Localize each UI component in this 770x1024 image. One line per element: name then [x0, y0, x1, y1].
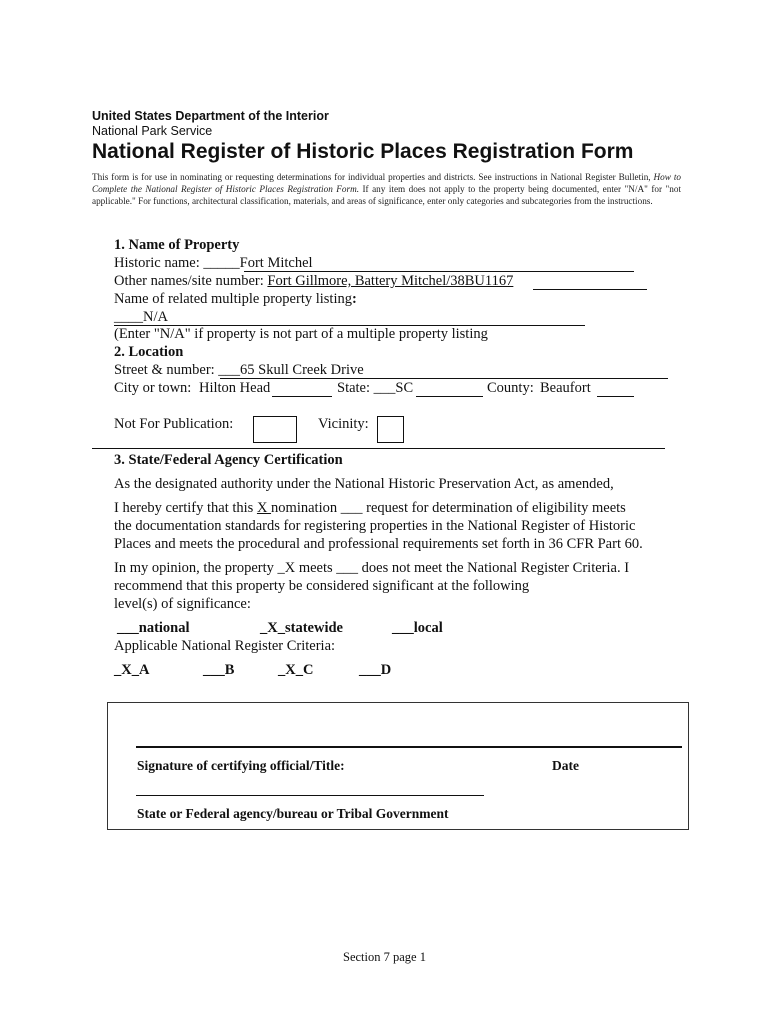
certify-text-a: I hereby certify that this: [114, 500, 257, 516]
level-statewide-mark: _X_: [260, 620, 285, 636]
county-label: County:: [487, 380, 534, 396]
instructions-text-1: This form is for use in nominating or requesting determinations for individual properties and districts. See instructions in National Register Bulletin,: [92, 172, 651, 182]
related-listing-colon: :: [351, 291, 357, 307]
date-label: Date: [552, 758, 579, 773]
criteria-a-label: A: [138, 662, 150, 678]
state-underline: [416, 396, 483, 397]
related-listing-note: (Enter "N/A" if property is not part of a multiple property listing: [114, 326, 488, 342]
historic-name-row: [114, 255, 313, 272]
section-2-heading: 2. Location: [114, 344, 184, 360]
criteria-c-label: C: [302, 662, 314, 678]
opinion-line-1: In my opinion, the property _X meets ___ does not meet the National Register Criteria. I: [114, 560, 630, 576]
related-listing-value-row: [114, 309, 168, 326]
city-underline: [272, 396, 332, 397]
criteria-a[interactable]: [114, 662, 149, 679]
page-footer: Section 7 page 1: [343, 950, 426, 964]
not-for-publication-label: Not For Publication:: [114, 416, 234, 432]
certify-text-c: request for determination of eligibility meets: [362, 500, 626, 516]
county-value[interactable]: Beaufort: [540, 380, 591, 396]
certify-text-b: nomination: [271, 500, 341, 516]
other-names-label: Other names/site number:: [114, 273, 268, 289]
criteria-b[interactable]: [203, 662, 234, 679]
certify-line-3: Places and meets the procedural and professional requirements set forth in 36 CFR Part 60.: [114, 536, 643, 552]
street-value[interactable]: 65 Skull Creek Drive: [240, 362, 364, 378]
state-prefix: ___: [373, 380, 396, 396]
authority-text: As the designated authority under the National Historic Preservation Act, as amended,: [114, 476, 614, 492]
request-mark[interactable]: ___: [340, 500, 363, 516]
city-value[interactable]: Hilton Head: [199, 380, 271, 396]
section-1-heading: 1. Name of Property: [114, 237, 240, 253]
service-name: National Park Service: [92, 124, 213, 138]
certify-line-2: the documentation standards for registering properties in the National Register of Historic: [114, 518, 636, 534]
instructions-text-2: If any item does not apply to the property being documented, enter "N/A" for "not applicable." For functions, architectural classification, materials, and areas of significance, enter only categories and subcategories from the instructions.: [92, 184, 682, 206]
instructions-bulletin-title: How to Complete the National Register of Historic Places Registration Form.: [92, 172, 681, 194]
opinion-line-3: level(s) of significance:: [114, 596, 251, 612]
section-3-heading: 3. State/Federal Agency Certification: [114, 452, 343, 468]
level-local-mark: ___: [392, 620, 414, 636]
historic-name-prefix: _____: [203, 255, 240, 271]
street-underline: [220, 378, 668, 379]
level-national-mark: ___: [117, 620, 139, 636]
related-listing-label: Name of related multiple property listing: [114, 291, 352, 307]
signature-line[interactable]: [136, 746, 682, 748]
criteria-d[interactable]: [359, 662, 391, 679]
criteria-b-label: B: [224, 662, 235, 678]
vicinity-label: Vicinity:: [318, 416, 369, 432]
criteria-b-mark: ___: [203, 662, 225, 678]
historic-name-label: Historic name:: [114, 255, 204, 271]
historic-name-value[interactable]: Fort Mitchel: [239, 255, 313, 271]
other-names-value[interactable]: Fort Gillmore, Battery Mitchel/38BU1167: [267, 273, 514, 289]
signature-label: Signature of certifying official/Title:: [137, 758, 345, 773]
street-prefix: ___: [218, 362, 241, 378]
section-divider: [92, 448, 665, 449]
street-row: [114, 362, 364, 379]
certify-line-1: [114, 500, 626, 517]
state-value[interactable]: SC: [395, 380, 414, 396]
city-label: City or town:: [114, 380, 192, 396]
opinion-line-2: recommend that this property be considered significant at the following: [114, 578, 530, 594]
state-label: State:: [337, 380, 374, 396]
criteria-a-mark: _X_: [114, 662, 139, 678]
form-title: National Register of Historic Places Registration Form: [92, 140, 634, 163]
agency-label: State or Federal agency/bureau or Tribal Government: [137, 806, 449, 821]
state-row: [337, 380, 413, 397]
related-listing-value[interactable]: N/A: [143, 309, 168, 325]
level-statewide[interactable]: [260, 620, 343, 637]
related-listing-row: [114, 291, 357, 308]
level-local-label: local: [413, 620, 443, 636]
criteria-c[interactable]: [278, 662, 313, 679]
criteria-d-label: D: [380, 662, 392, 678]
level-local[interactable]: [392, 620, 443, 637]
other-names-underline: [533, 289, 647, 290]
level-national-label: national: [138, 620, 190, 636]
related-listing-prefix: ____: [114, 309, 143, 325]
criteria-c-mark: _X_: [278, 662, 303, 678]
criteria-label: Applicable National Register Criteria:: [114, 638, 336, 654]
level-national[interactable]: [117, 620, 190, 637]
historic-name-underline: [244, 271, 634, 272]
level-statewide-label: statewide: [284, 620, 343, 636]
not-for-publication-checkbox[interactable]: [253, 416, 297, 443]
vicinity-checkbox[interactable]: [377, 416, 404, 443]
other-names-row: [114, 273, 513, 290]
criteria-d-mark: ___: [359, 662, 381, 678]
form-instructions: [92, 171, 681, 207]
agency-line[interactable]: [136, 795, 484, 796]
street-label: Street & number:: [114, 362, 219, 378]
county-underline: [597, 396, 634, 397]
department-name: United States Department of the Interior: [92, 109, 329, 123]
nomination-mark[interactable]: X: [256, 500, 272, 516]
